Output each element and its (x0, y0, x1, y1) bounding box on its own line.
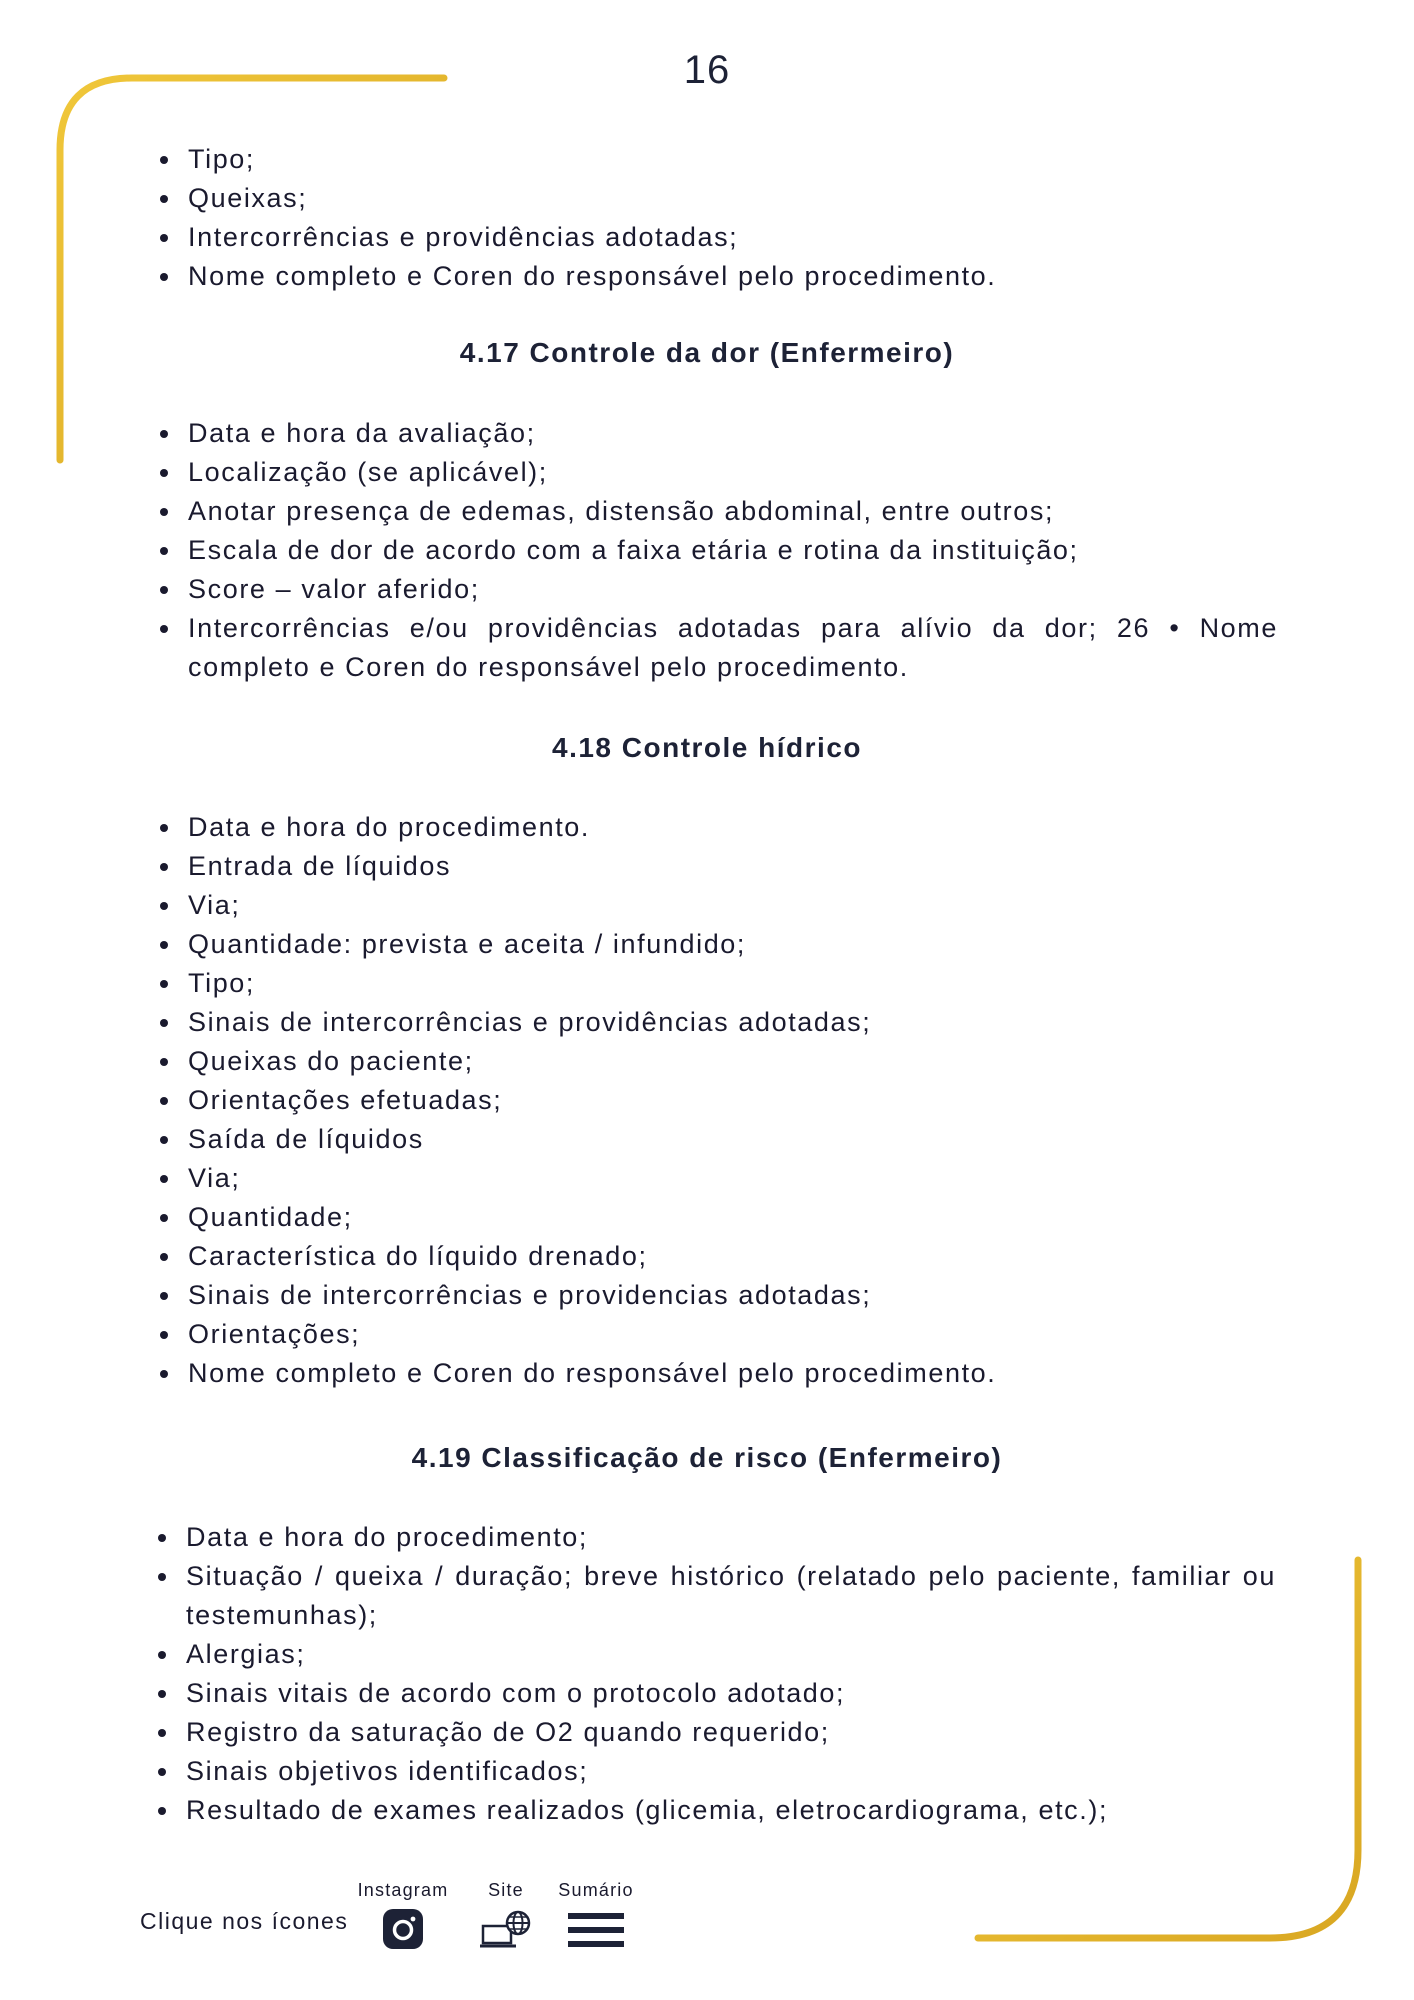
list-item: Queixas do paciente; (158, 1042, 1278, 1081)
page-number: 16 (683, 48, 731, 92)
summary-label: Sumário (558, 1880, 634, 1900)
list-item: Anotar presença de edemas, distensão abdominal, entre outros; (158, 492, 1278, 531)
list-item: Quantidade: prevista e aceita / infundido; (158, 925, 1278, 964)
site-link[interactable] (478, 1880, 534, 1951)
list-item: Tipo; (158, 140, 1278, 179)
section-4-18-list (158, 808, 1278, 1393)
list-item: Queixas; (158, 179, 1278, 218)
site-label: Site (488, 1880, 524, 1900)
section-4-17-list (158, 414, 1278, 687)
list-item: Registro da saturação de O2 quando requerido; (156, 1713, 1276, 1752)
list-item: Sinais objetivos identificados; (156, 1752, 1276, 1791)
list-item: Intercorrências e/ou providências adotadas para alívio da dor; 26 • Nome completo e Coren do responsável pelo procedimento. (158, 609, 1278, 687)
list-item: Orientações efetuadas; (158, 1081, 1278, 1120)
list-item: Via; (158, 886, 1278, 925)
list-item: Data e hora do procedimento; (156, 1518, 1276, 1557)
instagram-label: Instagram (357, 1880, 449, 1900)
section-4-19-list (156, 1518, 1276, 1830)
section-heading-4-17: 4.17 Controle da dor (Enfermeiro) (459, 337, 955, 368)
list-item: Nome completo e Coren do responsável pelo procedimento. (158, 257, 1278, 296)
list-item: Via; (158, 1159, 1278, 1198)
list-item: Nome completo e Coren do responsável pelo procedimento. (158, 1354, 1278, 1393)
summary-link[interactable] (556, 1880, 636, 1951)
list-item: Data e hora do procedimento. (158, 808, 1278, 847)
list-item: Sinais vitais de acordo com o protocolo adotado; (156, 1674, 1276, 1713)
list-item: Entrada de líquidos (158, 847, 1278, 886)
instagram-icon[interactable] (383, 1909, 423, 1949)
list-item: Resultado de exames realizados (glicemia, eletrocardiograma, etc.); (156, 1791, 1276, 1830)
section-heading-4-18: 4.18 Controle hídrico (552, 732, 862, 763)
section-heading-4-19: 4.19 Classificação de risco (Enfermeiro) (411, 1442, 1003, 1473)
list-item: Tipo; (158, 964, 1278, 1003)
list-item: Saída de líquidos (158, 1120, 1278, 1159)
menu-icon[interactable] (568, 1909, 624, 1951)
list-item: Intercorrências e providências adotadas; (158, 218, 1278, 257)
laptop-globe-icon[interactable] (480, 1909, 532, 1951)
list-item: Sinais de intercorrências e providencias adotadas; (158, 1276, 1278, 1315)
list-item: Alergias; (156, 1635, 1276, 1674)
list-item: Data e hora da avaliação; (158, 414, 1278, 453)
list-item: Escala de dor de acordo com a faixa etária e rotina da instituição; (158, 531, 1278, 570)
list-item: Situação / queixa / duração; breve histórico (relatado pelo paciente, familiar ou testemunhas); (156, 1557, 1276, 1635)
list-item: Localização (se aplicável); (158, 453, 1278, 492)
instagram-link[interactable] (355, 1880, 451, 1949)
list-item: Orientações; (158, 1315, 1278, 1354)
intro-list (158, 140, 1278, 296)
list-item: Característica do líquido drenado; (158, 1237, 1278, 1276)
footer-hint: Clique nos ícones (140, 1908, 349, 1934)
list-item: Score – valor aferido; (158, 570, 1278, 609)
list-item: Sinais de intercorrências e providências adotadas; (158, 1003, 1278, 1042)
list-item: Quantidade; (158, 1198, 1278, 1237)
